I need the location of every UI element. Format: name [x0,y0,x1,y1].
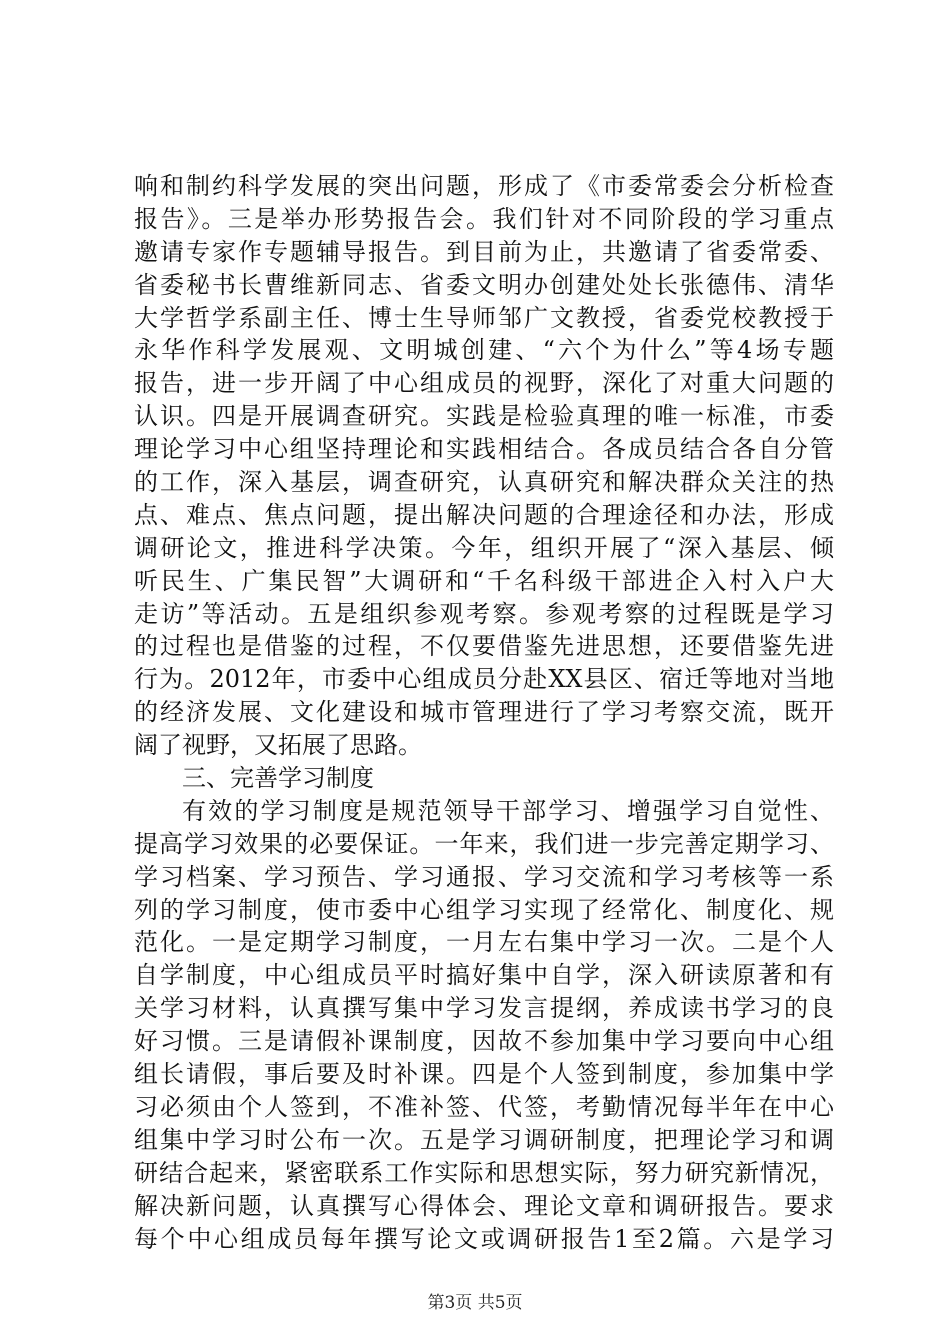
text-line: 阔了视野，又拓展了思路。 [134,731,422,760]
page-footer: 第3页 共5页 [427,1293,523,1313]
text-line: 的经济发展、文化建设和城市管理进行了学习考察交流，既开 [134,698,834,727]
text-line: 省委秘书长曹维新同志、省委文明办创建处处长张德伟、清华 [134,270,834,299]
text-line: 组集中学习时公布一次。五是学习调研制度，把理论学习和调 [134,1125,834,1154]
text-line: 行为。2012年，市委中心组成员分赴XX县区、宿迁等地对当地 [134,665,834,694]
text-line: 提高学习效果的必要保证。一年来，我们进一步完善定期学习、 [134,829,834,858]
text-line: 范化。一是定期学习制度，一月左右集中学习一次。二是个人 [134,928,834,957]
text-line: 三、完善学习制度 [182,764,374,793]
text-line: 每个中心组成员每年撰写论文或调研报告1至2篇。六是学习 [134,1224,834,1253]
text-line: 解决新问题，认真撰写心得体会、理论文章和调研报告。要求 [134,1191,834,1220]
text-line: 邀请专家作专题辅导报告。到目前为止，共邀请了省委常委、 [134,237,834,266]
text-line: 组长请假，事后要及时补课。四是个人签到制度，参加集中学 [134,1060,834,1089]
text-line: 报告，进一步开阔了中心组成员的视野，深化了对重大问题的 [134,369,834,398]
text-line: 响和制约科学发展的突出问题，形成了《市委常委会分析检查 [134,172,834,200]
text-line: 自学制度，中心组成员平时搞好集中自学，深入研读原著和有 [134,961,834,990]
text-line: 的过程也是借鉴的过程，不仅要借鉴先进思想，还要借鉴先进 [134,632,834,661]
text-line: 列的学习制度，使市委中心组学习实现了经常化、制度化、规 [134,895,834,924]
text-line: 认识。四是开展调查研究。实践是检验真理的唯一标准，市委 [134,402,834,431]
text-line: 听民生、广集民智”大调研和“千名科级干部进企入村入户大 [134,566,834,595]
text-line: 学习档案、学习预告、学习通报、学习交流和学习考核等一系 [134,862,834,891]
document-body [134,170,834,1255]
text-line: 习必须由个人签到，不准补签、代签，考勤情况每半年在中心 [134,1092,834,1121]
text-line: 走访”等活动。五是组织参观考察。参观考察的过程既是学习 [134,599,834,628]
text-line: 好习惯。三是请假补课制度，因故不参加集中学习要向中心组 [134,1027,834,1056]
text-line: 点、难点、焦点问题，提出解决问题的合理途径和办法，形成 [134,500,834,529]
text-line: 大学哲学系副主任、博士生导师邹广文教授，省委党校教授于 [134,303,834,332]
text-line: 理论学习中心组坚持理论和实践相结合。各成员结合各自分管 [134,435,834,464]
text-line: 研结合起来，紧密联系工作实际和思想实际，努力研究新情况， [134,1158,834,1187]
text-line: 调研论文，推进科学决策。今年，组织开展了“深入基层、倾 [134,533,834,562]
text-line: 有效的学习制度是规范领导干部学习、增强学习自觉性、 [182,796,834,825]
text-line: 的工作，深入基层，调查研究，认真研究和解决群众关注的热 [134,468,834,497]
text-line: 关学习材料，认真撰写集中学习发言提纲，养成读书学习的良 [134,994,834,1023]
text-line: 永华作科学发展观、文明城创建、“六个为什么”等4场专题 [134,336,834,365]
text-line: 报告》。三是举办形势报告会。我们针对不同阶段的学习重点 [134,204,834,233]
